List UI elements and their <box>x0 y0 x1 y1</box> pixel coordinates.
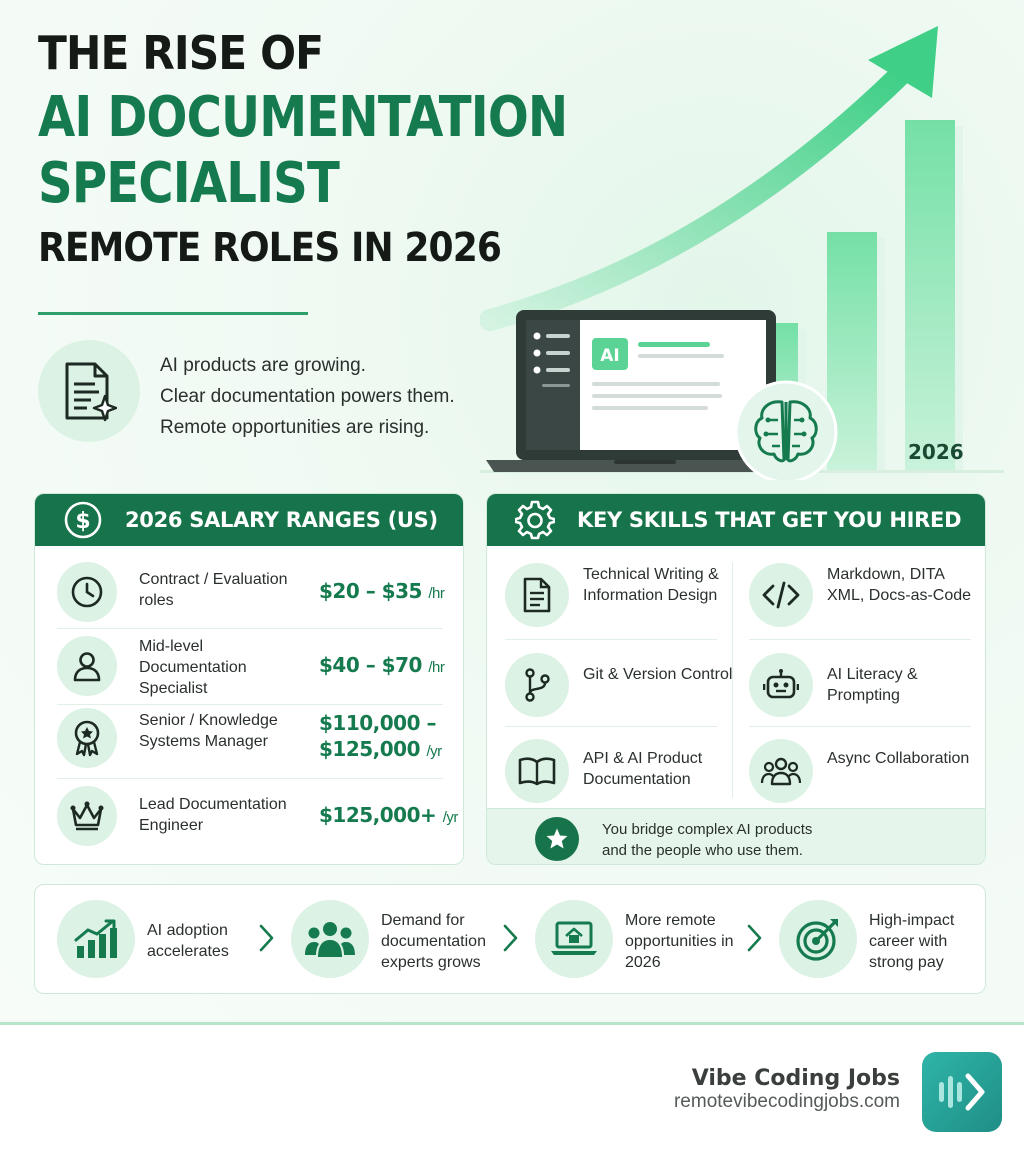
skill-label: Async Collaboration <box>827 750 970 767</box>
chevron-right-icon <box>745 923 763 953</box>
growth-bar-side <box>955 126 963 470</box>
salary-role: Lead Documentation Engineer <box>139 796 287 834</box>
intro-text <box>160 350 455 443</box>
growth-bar <box>905 120 955 470</box>
intro-line-1: AI products are growing. <box>160 355 366 376</box>
flow-step-demand <box>291 900 511 980</box>
bridge-banner <box>487 808 986 865</box>
growth-illustration <box>480 20 1020 480</box>
skills-card-header <box>487 494 985 546</box>
salary-role: Contract / Evaluation roles <box>139 571 288 609</box>
salary-role: Senior / Knowledge Systems Manager <box>139 712 278 750</box>
bridge-text: You bridge complex AI products and the people who use them. <box>602 821 813 859</box>
skill-label: API & AI Product Documentation <box>583 750 703 788</box>
skill-markdown <box>749 556 979 632</box>
growth-chart-icon <box>57 900 135 978</box>
chart-year-label: 2026 <box>908 440 964 464</box>
flow-step-label: AI adoption accelerates <box>147 922 229 960</box>
star-icon <box>535 817 579 861</box>
intro-line-2: Clear documentation powers them. <box>160 386 455 407</box>
flow-step-label: High-impact career with strong pay <box>869 912 955 971</box>
salary-row-lead <box>57 782 458 852</box>
skill-label: Markdown, DITA XML, Docs-as-Code <box>827 566 972 604</box>
title-line-3: SPECIALIST <box>38 151 339 216</box>
skill-label: AI Literacy & Prompting <box>827 666 918 704</box>
salary-pay: $110,000 – $125,000 /yr <box>319 711 442 761</box>
clock-icon <box>57 562 117 622</box>
book-icon <box>505 739 569 803</box>
crown-icon <box>57 786 117 846</box>
target-icon <box>779 900 857 978</box>
team-icon <box>749 739 813 803</box>
intro-line-3: Remote opportunities are rising. <box>160 417 430 438</box>
flow-step-career <box>779 900 979 980</box>
skill-label: Technical Writing & Information Design <box>583 566 719 604</box>
salary-pay: $20 – $35 /hr <box>319 579 445 603</box>
career-flow <box>34 884 986 994</box>
footer <box>0 1025 1024 1154</box>
brain-circuit-icon <box>736 382 836 480</box>
skill-api-docs <box>505 732 735 808</box>
git-branch-icon <box>505 653 569 717</box>
skill-async <box>749 732 979 808</box>
skills-card <box>486 493 986 865</box>
skills-card-title: KEY SKILLS THAT GET YOU HIRED <box>577 508 962 532</box>
salary-card <box>34 493 464 865</box>
salary-pay: $125,000+ /yr <box>319 803 458 827</box>
title-line-1: THE RISE OF <box>38 26 324 80</box>
skill-technical-writing <box>505 556 735 632</box>
skill-ai-literacy <box>749 646 979 722</box>
salary-pay: $40 – $70 /hr <box>319 653 445 677</box>
person-icon <box>57 636 117 696</box>
document-icon <box>505 563 569 627</box>
group-icon <box>291 900 369 978</box>
chevron-right-icon <box>257 923 275 953</box>
growth-chart-svg <box>480 20 1020 480</box>
remote-laptop-icon <box>535 900 613 978</box>
title-divider <box>38 312 308 315</box>
chevron-right-icon <box>501 923 519 953</box>
title-line-4: REMOTE ROLES IN 2026 <box>38 225 501 271</box>
brand-name: Vibe Coding Jobs <box>691 1066 900 1091</box>
gear-icon <box>515 500 555 540</box>
skill-label: Git & Version Control <box>583 666 733 683</box>
salary-row-contract <box>57 558 443 628</box>
flow-step-label: More remote opportunities in 2026 <box>625 912 734 971</box>
svg-text:$: $ <box>75 509 91 534</box>
flow-step-label: Demand for documentation experts grows <box>381 912 486 971</box>
flow-step-adoption <box>57 900 267 980</box>
salary-card-title: 2026 SALARY RANGES (US) <box>125 508 438 532</box>
svg-text:AI: AI <box>600 346 620 366</box>
code-icon <box>749 563 813 627</box>
salary-row-mid <box>57 634 443 706</box>
award-icon <box>57 708 117 768</box>
flow-step-remote <box>535 900 745 980</box>
growth-bar-side <box>877 238 885 470</box>
salary-row-senior <box>57 706 443 780</box>
dollar-icon <box>63 500 103 540</box>
salary-card-header <box>35 494 463 546</box>
salary-role: Mid-level Documentation Specialist <box>139 638 247 697</box>
title-line-2: AI DOCUMENTATION <box>38 85 568 150</box>
brand-url-link[interactable]: remotevibecodingjobs.com <box>673 1091 900 1112</box>
brand-logo <box>922 1052 1002 1132</box>
skill-git <box>505 646 735 722</box>
document-sparkle-icon <box>38 340 140 442</box>
soundwave-logo-icon <box>935 1072 989 1112</box>
robot-icon <box>749 653 813 717</box>
